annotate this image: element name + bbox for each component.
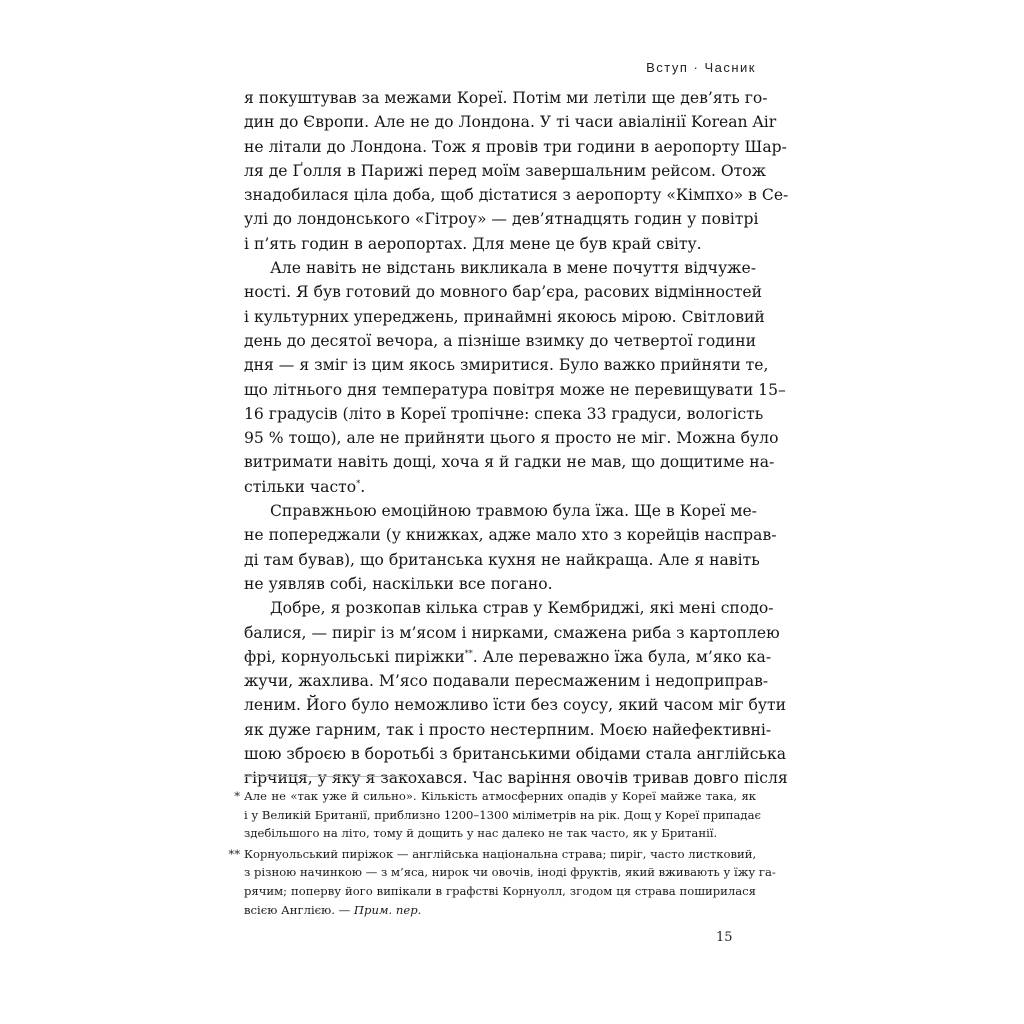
text-line: і культурних упереджень, принаймні якоюсь мірою. Світловий [244, 307, 765, 326]
footnote-ref[interactable]: ** [464, 648, 473, 658]
text-fragment: . [360, 477, 366, 496]
page-number: 15 [716, 930, 733, 945]
text-line [244, 475, 756, 499]
footnote-mark: * [234, 789, 240, 803]
text-line: 95 % тощо), але не прийняти цього я просто не міг. Можна було [244, 429, 779, 448]
footnote-line: Корнуольський пиріжок — англійська національна страва; пиріг, часто листковий, [244, 846, 757, 861]
text-line: 16 градусів (літо в Кореї тропічне: спека 33 градуси, вологість [244, 404, 764, 423]
body-text [244, 86, 789, 791]
footnote-mark: ** [228, 846, 240, 861]
text-line: витримати навіть дощі, хоча я й гадки не мав, що дощитиме на- [244, 453, 775, 472]
text-line: ля де Ґолля в Парижі перед моїм завершальним рейсом. Отож [244, 161, 767, 180]
text-line: день до десятої вечора, а пізніше взимку до четвертої години [244, 331, 756, 350]
translator-note-label: Прим. пер. [353, 902, 422, 917]
footnote-line: здебільшого на літо, тому й дощить у нас далеко не так часто, як у Британії. [244, 826, 718, 841]
text-line: не літали до Лондона. Тож я провів три години в аеропорту Шар- [244, 137, 787, 156]
footnote-divider [244, 776, 414, 777]
text-fragment: . Але переважно їжа була, м’яко ка- [472, 647, 772, 666]
text-line: ді там бував), що британська кухня не найкраща. Але я навіть [244, 550, 760, 569]
text-line: гірчиця, у яку я закохався. Час варіння овочів тривав довго після [244, 769, 788, 788]
footnote [216, 787, 761, 843]
text-line: ності. Я був готовий до мовного бар’єра, расових відмінностей [244, 283, 763, 302]
text-line: і п’ять годин в аеропортах. Для мене це був край світу. [244, 234, 702, 253]
text-line: не попереджали (у книжках, адже мало хто з корейців насправ- [244, 526, 777, 545]
paragraph [244, 86, 789, 256]
footnote-line [244, 901, 756, 920]
footnote-ref[interactable]: * [356, 478, 361, 488]
text-fragment: фрі, корнуольські пиріжки [244, 647, 465, 666]
text-line: улі до лондонського «Гітроу» — дев’ятнадцять годин у повітрі [244, 210, 759, 229]
text-line: Але навіть не відстань викликала в мене почуття відчуже- [270, 259, 756, 278]
text-line: дня — я зміг із цим якось змиритися. Було важко прийняти те, [244, 356, 769, 375]
text-line: леним. Його було неможливо їсти без соусу, який часом міг бути [244, 696, 787, 715]
footnote-line: Але не «так уже й сильно». Кількість атмосферних опадів у Кореї майже така, як [244, 789, 756, 803]
text-line: жучи, жахлива. М’ясо подавали пересмаженим і недоприправ- [244, 672, 769, 691]
text-line: дин до Європи. Але не до Лондона. У ті часи авіалінії Korean Air [244, 113, 777, 132]
text-fragment: стільки часто [244, 477, 357, 496]
text-line: шою зброєю в боротьбі з британськими обідами стала англійська [244, 745, 787, 764]
running-head: Вступ · Часник [646, 60, 756, 75]
text-line: знадобилася ціла доба, щоб дістатися з аеропорту «Кімпхо» в Се- [244, 186, 789, 205]
paragraph [244, 499, 777, 596]
text-line: балися, — пиріг із м’ясом і нирками, смажена риба з картоплею [244, 623, 780, 642]
text-line: я покуштував за межами Кореї. Потім ми летіли ще дев’ять го- [244, 89, 768, 107]
footnote [216, 845, 776, 919]
footnote-line: з різною начинкою — з м’яса, нирок чи овочів, іноді фруктів, який вживають у їжу га- [244, 865, 776, 880]
text-line: як дуже гарним, так і просто нестерпним. Моєю найефективні- [244, 720, 772, 739]
text-line [244, 645, 772, 669]
paragraph [244, 596, 788, 790]
footnote-line: рячим; поперву його випікали в графстві Корнуолл, згодом ця страва поширилася [244, 883, 756, 898]
text-line: Справжньою емоційною травмою була їжа. Ще в Кореї ме- [270, 502, 757, 521]
footnote-line: і у Великій Британії, приблизно 1200–1300 міліметрів на рік. Дощ у Кореї припадає [244, 807, 761, 822]
text-line: не уявляв собі, наскільки все погано. [244, 574, 553, 593]
paragraph [244, 256, 786, 499]
footnotes [216, 787, 776, 921]
text-fragment: всією Англією. — [244, 902, 354, 917]
text-line: Добре, я розкопав кілька страв у Кембриджі, які мені сподо- [270, 599, 774, 618]
text-line: що літнього дня температура повітря може не перевищувати 15– [244, 380, 786, 399]
